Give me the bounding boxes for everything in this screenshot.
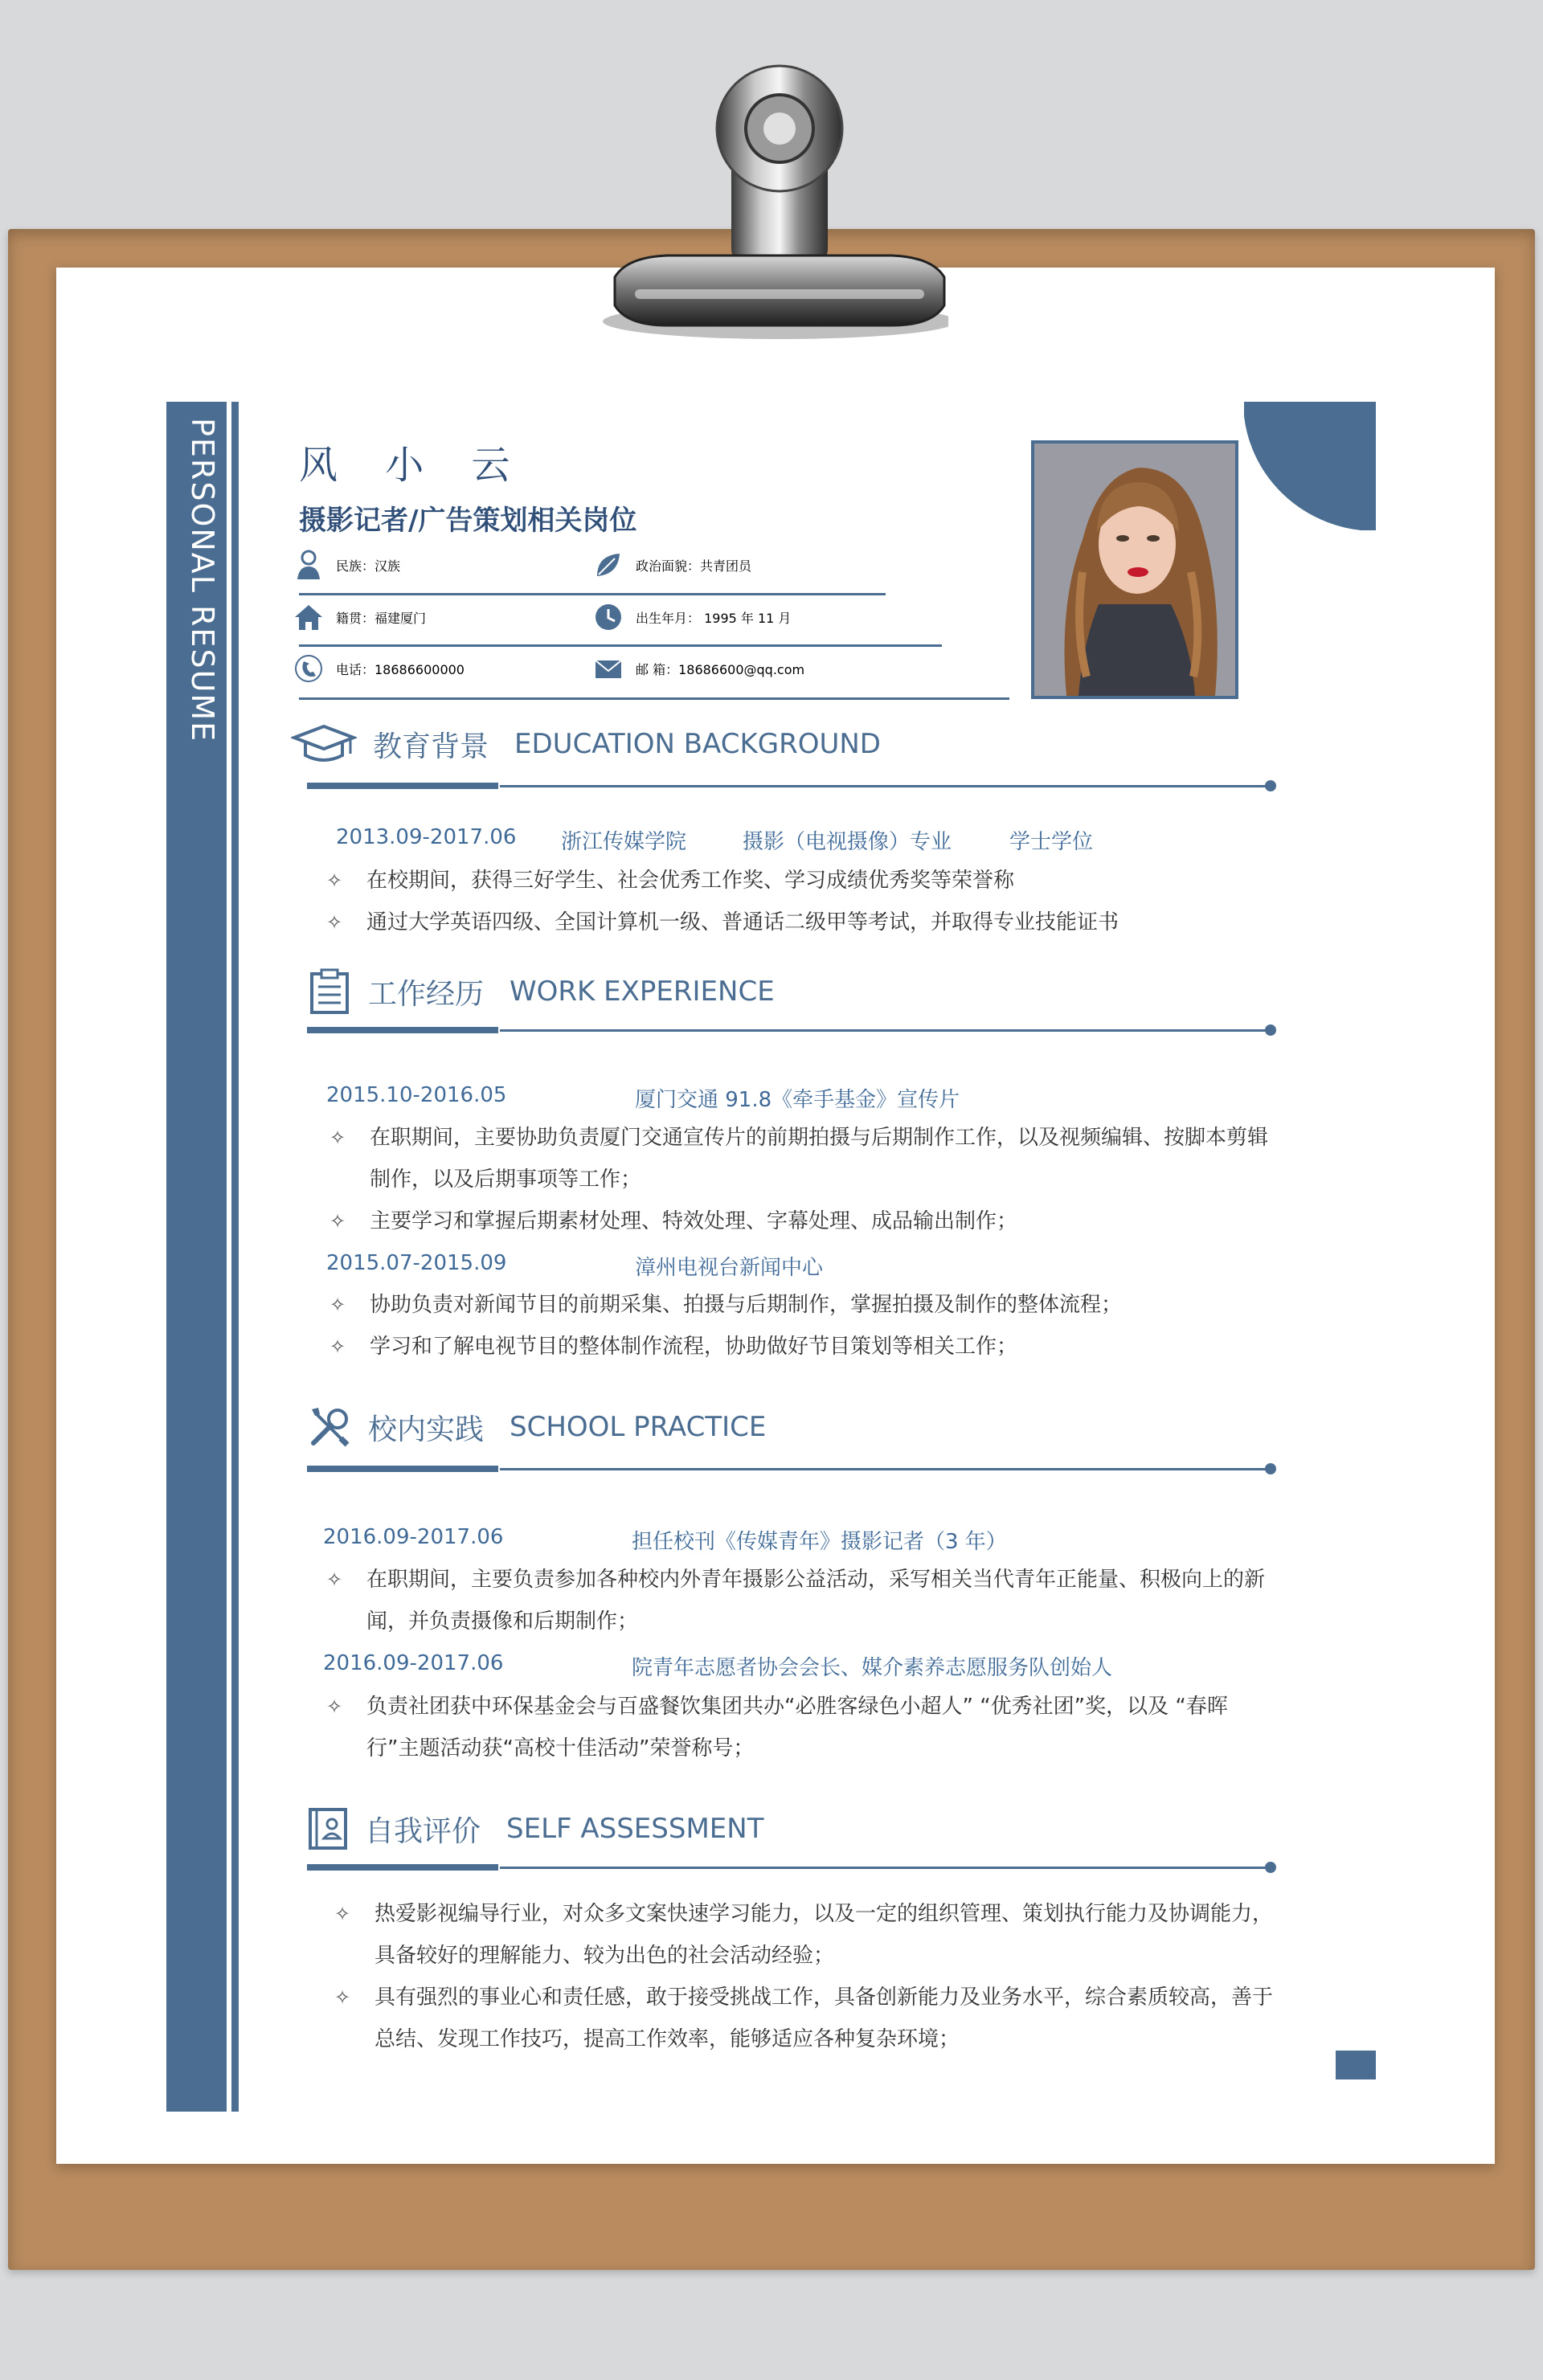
- section-work-cn: 工作经历: [368, 977, 485, 1011]
- bullet-text: 学习和了解电视节目的整体制作流程，协助做好节目策划等相关工作；: [370, 1335, 1018, 1359]
- job-title: 摄影记者/广告策划相关岗位: [299, 505, 637, 537]
- section-work-title: [307, 967, 775, 1016]
- bullet-text: 负责社团获中环保基金会与百盛餐饮集团共办“必胜客绿色小超人” “优秀社团”奖，以及 “春晖行”主题活动获“高校十佳活动”荣誉称号；: [366, 1695, 1228, 1760]
- graduation-cap-icon: [291, 722, 357, 767]
- bullet-text: 热爱影视编导行业，对众多文案快速学习能力，以及一定的组织管理、策划执行能力及协调能力，具备较好的理解能力、较为出色的社会活动经验；: [374, 1902, 1274, 1968]
- email-text: 邮 箱：18686600@qq.com: [636, 661, 805, 677]
- sidebar-vertical-title: PERSONAL RESUME: [185, 418, 220, 743]
- bullet-text: 在校期间，获得三好学生、社会优秀工作奖、学习成绩优秀奖等荣誉称: [366, 869, 1015, 893]
- star-bullet-icon: ✧: [329, 1210, 346, 1233]
- work-entry-1-date: 2015.10-2016.05: [326, 1083, 507, 1107]
- self-underline: [500, 1867, 1270, 1869]
- self-bullet: [334, 1977, 1278, 2060]
- education-bullet: [326, 902, 1283, 943]
- work-entry-1-org: 厦门交通 91.8《牵手基金》宣传片: [635, 1088, 960, 1112]
- binder-clip-icon: [579, 48, 948, 354]
- work-entry-2-org: 漳州电视台新闻中心: [635, 1256, 824, 1280]
- work-underline: [500, 1029, 1270, 1032]
- education-date: 2013.09-2017.06: [336, 825, 517, 849]
- section-work-en: WORK EXPERIENCE: [510, 975, 775, 1008]
- ethnicity-text: 民族：汉族: [336, 558, 401, 574]
- star-bullet-icon: ✧: [326, 869, 343, 892]
- politics-field: [592, 549, 751, 581]
- practice-entry-2-date: 2016.09-2017.06: [323, 1651, 504, 1675]
- star-bullet-icon: ✧: [326, 1695, 343, 1718]
- education-underline-thick: [307, 783, 498, 789]
- work-bullet: [329, 1117, 1278, 1200]
- portrait-image: [1034, 444, 1235, 696]
- star-bullet-icon: ✧: [329, 1127, 346, 1149]
- bullet-text: 在职期间，主要协助负责厦门交通宣传片的前期拍摄与后期制作工作，以及视频编辑、按脚本剪辑制作，以及后期事项等工作；: [370, 1126, 1269, 1192]
- leaf-icon: [592, 549, 624, 581]
- practice-underline: [500, 1468, 1270, 1470]
- practice-line-dot: [1265, 1463, 1276, 1474]
- education-degree: 学士学位: [1009, 830, 1094, 854]
- self-bullet: [334, 1893, 1278, 1977]
- section-self-cn: 自我评价: [365, 1814, 481, 1848]
- practice-underline-thick: [307, 1466, 498, 1472]
- section-practice-title: [307, 1405, 766, 1450]
- work-bullet: [329, 1326, 1286, 1368]
- work-entry-2-date: 2015.07-2015.09: [326, 1251, 507, 1275]
- star-bullet-icon: ✧: [329, 1335, 346, 1358]
- work-bullet: [329, 1284, 1286, 1326]
- clipboard-list-icon: [307, 967, 352, 1016]
- email-field: [592, 652, 804, 685]
- birth-field: [592, 601, 791, 633]
- education-underline: [500, 785, 1270, 787]
- practice-entry-1-date: 2016.09-2017.06: [323, 1525, 504, 1549]
- phone-icon: [293, 652, 325, 685]
- bullet-text: 在职期间，主要负责参加各种校内外青年摄影公益活动，采写相关当代青年正能量、积极向上的新闻，并负责摄像和后期制作；: [366, 1568, 1266, 1634]
- section-self-title: [307, 1806, 763, 1851]
- info-divider-3: [299, 697, 1009, 700]
- phone-field: [293, 652, 465, 685]
- education-bullet: [326, 860, 1283, 902]
- star-bullet-icon: ✧: [334, 1903, 351, 1925]
- tools-icon: [307, 1405, 352, 1450]
- self-line-dot: [1265, 1862, 1276, 1873]
- practice-entry-1-org: 担任校刊《传媒青年》摄影记者（3 年）: [632, 1530, 1007, 1554]
- profile-photo: [1031, 440, 1238, 699]
- person-icon: [293, 549, 325, 581]
- hometown-text: 籍贯：福建厦门: [336, 610, 427, 626]
- hometown-field: [293, 601, 426, 633]
- practice-bullet: [326, 1686, 1278, 1769]
- candidate-name: 风 小 云: [299, 443, 528, 488]
- home-icon: [293, 601, 325, 633]
- practice-entry-2-org: 院青年志愿者协会会长、媒介素养志愿服务队创始人: [632, 1656, 1113, 1680]
- section-practice-cn: 校内实践: [368, 1413, 485, 1446]
- education-major: 摄影（电视摄像）专业: [743, 830, 952, 854]
- work-bullet: [329, 1200, 1286, 1242]
- birth-text: 出生年月： 1995 年 11 月: [636, 610, 792, 626]
- mail-icon: [592, 652, 624, 685]
- sidebar-divider: [227, 402, 231, 2112]
- star-bullet-icon: ✧: [334, 1986, 351, 2009]
- profile-book-icon: [307, 1806, 349, 1851]
- section-education-cn: 教育背景: [373, 730, 489, 763]
- corner-square-decoration: [1336, 2051, 1376, 2079]
- star-bullet-icon: ✧: [329, 1294, 346, 1316]
- section-education-en: EDUCATION BACKGROUND: [514, 728, 881, 760]
- star-bullet-icon: ✧: [326, 1568, 343, 1591]
- education-school: 浙江传媒学院: [561, 830, 687, 854]
- clock-icon: [592, 601, 624, 633]
- ethnicity-field: [293, 549, 400, 581]
- bullet-text: 具有强烈的事业心和责任感，敢于接受挑战工作，具备创新能力及业务水平，综合素质较高，善于总结、发现工作技巧，提高工作效率，能够适应各种复杂环境；: [374, 1985, 1274, 2051]
- section-education-title: [291, 722, 881, 767]
- politics-text: 政治面貌：共青团员: [636, 558, 752, 574]
- section-practice-en: SCHOOL PRACTICE: [510, 1411, 767, 1443]
- section-self-en: SELF ASSESSMENT: [506, 1813, 764, 1845]
- info-divider-1: [299, 593, 886, 595]
- work-line-dot: [1265, 1024, 1276, 1036]
- bullet-text: 通过大学英语四级、全国计算机一级、普通话二级甲等考试，并取得专业技能证书: [366, 910, 1119, 934]
- bullet-text: 协助负责对新闻节目的前期采集、拍摄与后期制作，掌握拍摄及制作的整体流程；: [370, 1293, 1123, 1317]
- star-bullet-icon: ✧: [326, 911, 343, 934]
- work-underline-thick: [307, 1027, 498, 1033]
- practice-bullet: [326, 1559, 1278, 1642]
- corner-quarter-circle-decoration: [1244, 402, 1376, 530]
- self-underline-thick: [307, 1864, 498, 1871]
- bullet-text: 主要学习和掌握后期素材处理、特效处理、字幕处理、成品输出制作；: [370, 1209, 1018, 1233]
- phone-text: 电话：18686600000: [336, 661, 465, 677]
- info-divider-2: [299, 644, 942, 647]
- education-line-dot: [1265, 780, 1276, 791]
